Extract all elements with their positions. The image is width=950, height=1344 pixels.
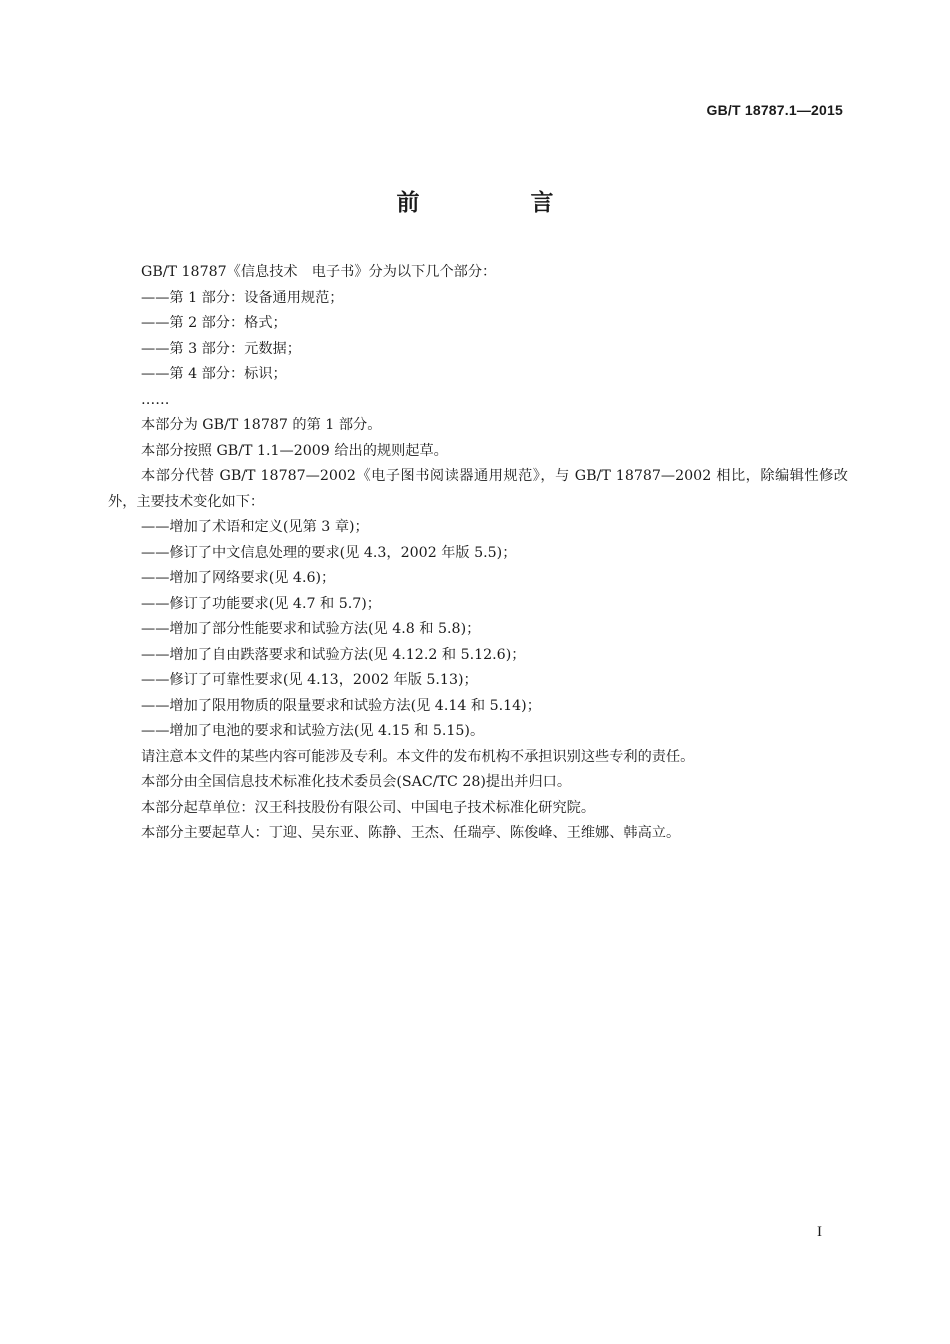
standard-number: GB/T 18787.1—2015 xyxy=(706,102,843,118)
paragraph-drafting-units: 本部分起草单位：汉王科技股份有限公司、中国电子技术标准化研究院。 xyxy=(141,799,596,816)
page-number: I xyxy=(817,1224,822,1240)
paragraph-drafters: 本部分主要起草人：丁迎、吴东亚、陈静、王杰、任瑞亭、陈俊峰、王维娜、韩高立。 xyxy=(141,825,681,841)
paragraph-replacement: 本部分代替 GB/T 18787—2002《电子图书阅读器通用规范》，与 GB/T 18787—2002 相比，除编辑性修改外，主要技术变化如下： xyxy=(108,468,848,510)
list-item-change-7: ——修订了可靠性要求(见 4.13，2002 年版 5.13)； xyxy=(141,672,478,688)
foreword-body xyxy=(108,260,848,847)
list-item-part-3: ——第 3 部分：元数据； xyxy=(141,340,301,357)
list-item-part-4: ——第 4 部分：标识； xyxy=(141,366,287,382)
paragraph-drafting-rules: 本部分按照 GB/T 1.1—2009 给出的规则起草。 xyxy=(141,442,448,459)
list-ellipsis: …… xyxy=(141,391,170,408)
list-item-part-2: ——第 2 部分：格式； xyxy=(141,315,287,331)
list-item-change-9: ——增加了电池的要求和试验方法(见 4.15 和 5.15)。 xyxy=(141,723,485,739)
page-title: 前 言 xyxy=(396,190,598,216)
list-item-change-3: ——增加了网络要求(见 4.6)； xyxy=(141,570,336,586)
list-item-change-5: ——增加了部分性能要求和试验方法(见 4.8 和 5.8)； xyxy=(141,621,481,637)
list-item-change-4: ——修订了功能要求(见 4.7 和 5.7)； xyxy=(141,595,381,612)
list-item-change-6: ——增加了自由跌落要求和试验方法(见 4.12.2 和 5.12.6)； xyxy=(141,646,526,663)
list-item-change-2: ——修订了中文信息处理的要求(见 4.3，2002 年版 5.5)； xyxy=(141,544,517,561)
paragraph-parts-intro: GB/T 18787《信息技术 电子书》分为以下几个部分： xyxy=(141,264,497,280)
list-item-change-1: ——增加了术语和定义(见第 3 章)； xyxy=(141,519,369,535)
paragraph-part-scope: 本部分为 GB/T 18787 的第 1 部分。 xyxy=(141,417,382,433)
paragraph-patent-notice: 请注意本文件的某些内容可能涉及专利。本文件的发布机构不承担识别这些专利的责任。 xyxy=(141,748,695,765)
list-item-change-8: ——增加了限用物质的限量要求和试验方法(见 4.14 和 5.14)； xyxy=(141,697,541,714)
paragraph-proposer: 本部分由全国信息技术标准化技术委员会(SAC/TC 28)提出并归口。 xyxy=(141,774,572,790)
list-item-part-1: ——第 1 部分：设备通用规范； xyxy=(141,289,344,306)
